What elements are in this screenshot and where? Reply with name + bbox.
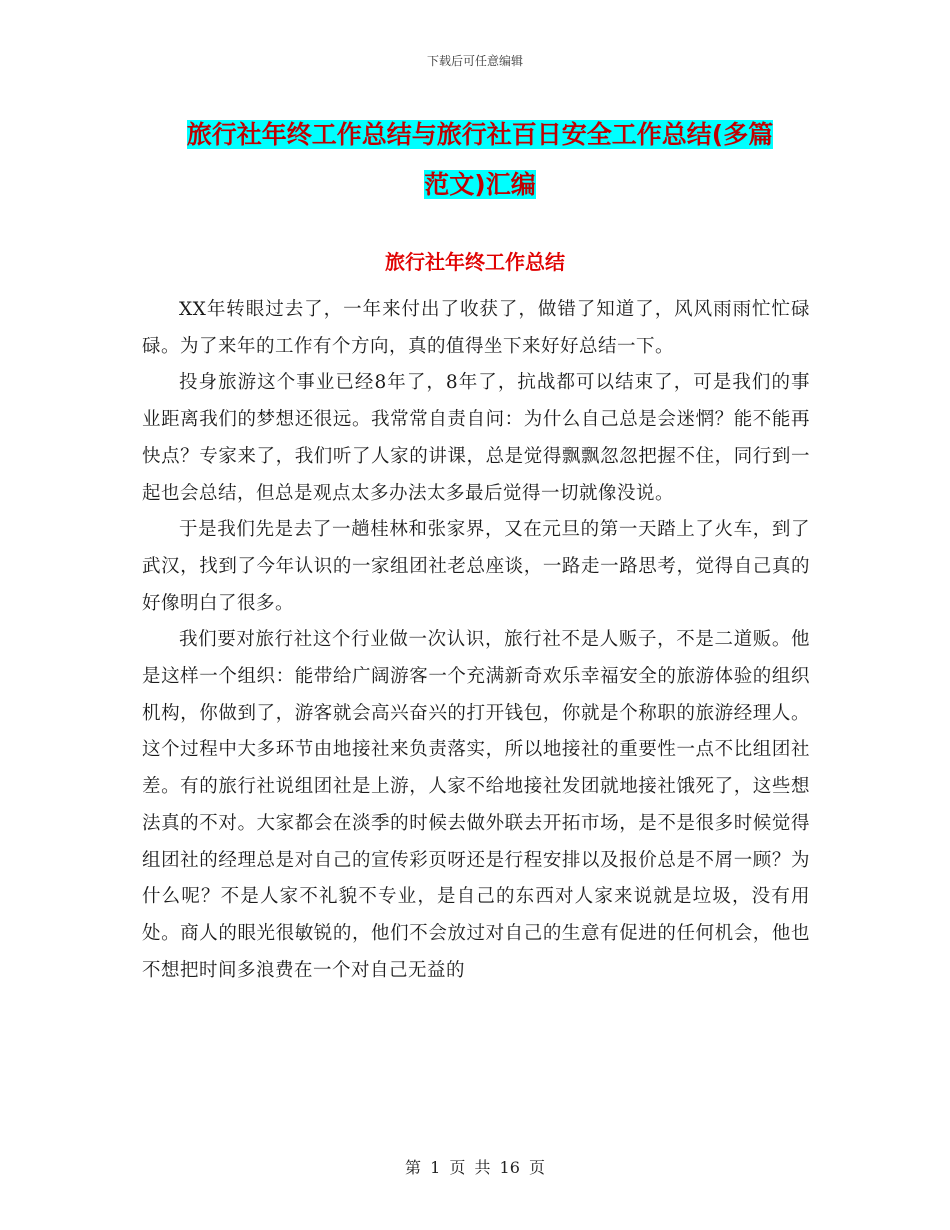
section-title: 旅行社年终工作总结 (385, 250, 565, 274)
title-line-1: 旅行社年终工作总结与旅行社百日安全工作总结(多篇 (186, 120, 774, 149)
title-line-2: 范文)汇编 (424, 170, 536, 199)
paragraph-4: 我们要对旅行社这个行业做一次认识，旅行社不是人贩子，不是二道贩。他是这样一个组织：能带给广阔游客一个充满新奇欢乐幸福安全的旅游体验的组织机构，你做到了，游客就会高兴奋兴的打开钱包，你就是个称职的旅游经理人。这个过程中大多环节由地接社来负责落实，所以地接社的重要性一点不比组团社差。有的旅行社说组团社是上游，人家不给地接社发团就地接社饿死了，这些想法真的不对。大家都会在淡季的时候去做外联去开拓市场，是不是很多时候觉得组团社的经理总是对自己的宣传彩页呀还是行程安排以及报价总是不屑一顾？为什么呢？不是人家不礼貌不专业，是自己的东西对人家来说就是垃圾，没有用处。商人的眼光很敏锐的，他们不会放过对自己的生意有促进的任何机会，他也不想把时间多浪费在一个对自己无益的 (142, 629, 810, 981)
page-footer: 第 1 页 共 16 页 (405, 1158, 545, 1177)
paragraph-1: XX年转眼过去了，一年来付出了收获了，做错了知道了，风风雨雨忙忙碌碌。为了来年的工作有个方向，真的值得坐下来好好总结一下。 (142, 299, 810, 357)
document-body (142, 292, 810, 989)
document-title (130, 110, 830, 210)
page-header: 下载后可任意编辑 (426, 54, 523, 68)
paragraph-3: 于是我们先是去了一趟桂林和张家界，又在元旦的第一天踏上了火车，到了武汉，找到了今年认识的一家组团社老总座谈，一路走一路思考，觉得自己真的好像明白了很多。 (142, 519, 810, 614)
paragraph-2: 投身旅游这个事业已经8年了，8年了，抗战都可以结束了，可是我们的事业距离我们的梦想还很远。我常常自责自问：为什么自己总是会迷惘？能不能再快点？专家来了，我们听了人家的讲课，总是觉得飘飘忽忽把握不住，同行到一起也会总结，但总是观点太多办法太多最后觉得一切就像没说。 (142, 372, 810, 504)
